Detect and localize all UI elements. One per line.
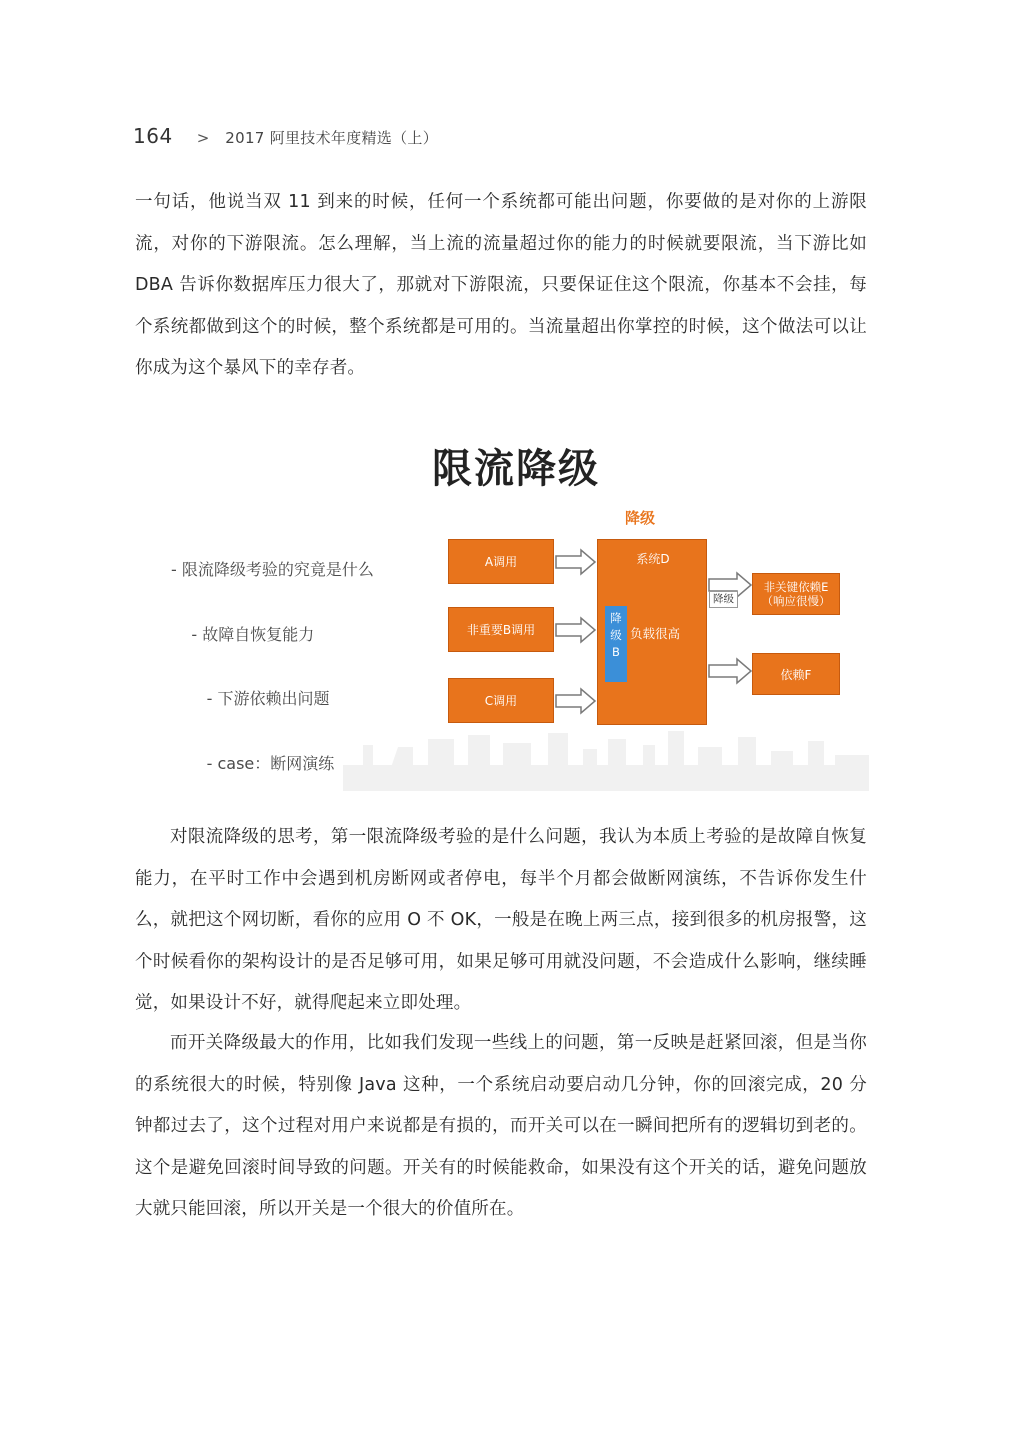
- arrow-c: [556, 689, 595, 713]
- book-title: 2017 阿里技术年度精选（上）: [225, 129, 439, 147]
- figure-title: 限流降级: [432, 446, 600, 492]
- page-number: 164: [133, 124, 173, 148]
- header-separator: >: [196, 129, 210, 147]
- arrow-b: [556, 618, 595, 642]
- paragraph-2: 对限流降级的思考，第一限流降级考验的是什么问题，我认为本质上考验的是故障自恢复能力，在平时工作中会遇到机房断网或者停电，每半个月都会做断网演练，不告诉你发生什么，就把这个网切断，看你的应用 O 不 OK，一般是在晚上两三点，接到很多的机房报警，这个时候看你的架构设计的是否足够可用，如果足够可用就没问题，不会造成什么影响，继续睡觉，如果设计不好，就得爬起来立即处理。: [135, 827, 867, 1013]
- outline-line: - 故障自恢复能力: [171, 624, 315, 644]
- box-b-call: 非重要B调用: [448, 607, 554, 652]
- system-d-box: [597, 539, 707, 725]
- arrow-a: [556, 550, 595, 574]
- outline-line: - 限流降级考验的究竟是什么: [171, 560, 374, 579]
- box-f-dependency: 依赖F: [752, 653, 840, 695]
- box-c-call: C调用: [448, 678, 554, 723]
- box-e-dependency: 非关键依赖E （响应很慢）: [752, 573, 840, 615]
- paragraph-1: 一句话，他说当双 11 到来的时候，任何一个系统都可能出问题，你要做的是对你的上游限流，对你的下游限流。怎么理解，当上流的流量超过你的能力的时候就要限流，当下游比如 DBA 告诉你数据库压力很大了，那就对下游限流，只要保证住这个限流，你基本不会挂，每个系统都做到这个的时候，整个系统都是可用的。当流量超出你掌控的时候，这个做法可以让你成为这个暴风下的幸存者。: [135, 192, 867, 378]
- arrow-f: [709, 659, 751, 683]
- system-d-title: 系统D: [636, 552, 670, 566]
- paragraph-3: 而开关降级最大的作用，比如我们发现一些线上的问题，第一反映是赶紧回滚，但是当你的系统很大的时候，特别像 Java 这种，一个系统启动要启动几分钟，你的回滚完成，20 分钟都过去了，这个过程对用户来说都是有损的，而开关可以在一瞬间把所有的逻辑切到老的。这个是避免回滚时间导致的问题。开关有的时候能救命，如果没有这个开关的话，避免问题放大就只能回滚，所以开关是一个很大的价值所在。: [135, 1033, 867, 1219]
- outline-line: - case：断网演练: [171, 753, 335, 773]
- degrade-b-label: 降 级 B: [610, 611, 622, 659]
- degrade-arrow-label: 降级: [709, 591, 738, 608]
- degrade-header-label: 降级: [625, 509, 656, 527]
- box-a-call: A调用: [448, 539, 554, 584]
- system-d-load: 负载很高: [630, 626, 681, 641]
- page-header: [133, 124, 438, 154]
- outline-line: - 下游依赖出问题: [171, 689, 330, 708]
- degrade-b-box: [605, 606, 627, 682]
- slide-figure: [163, 421, 869, 791]
